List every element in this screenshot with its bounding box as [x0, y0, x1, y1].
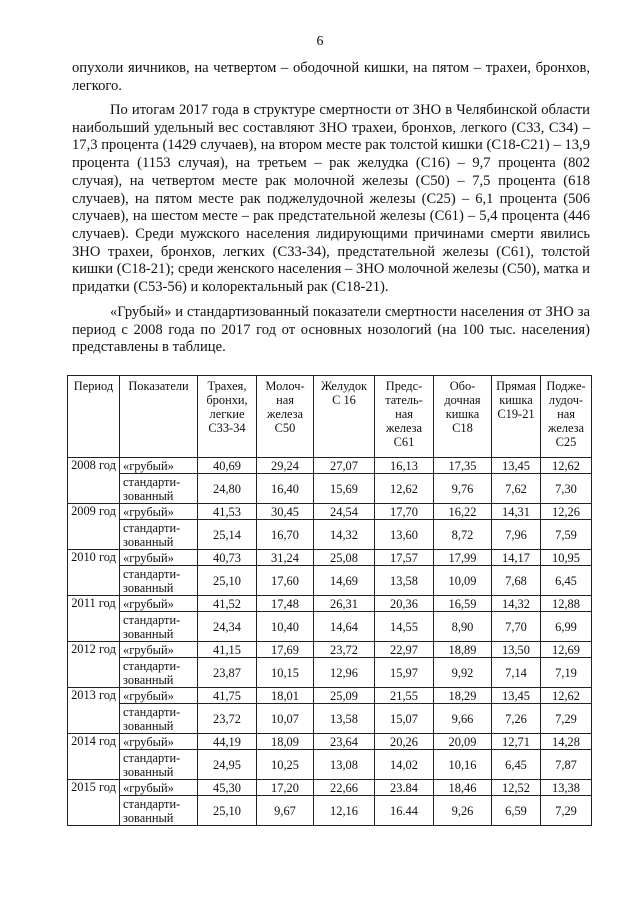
value-cell: 13,58 [375, 566, 434, 596]
value-cell: 12,26 [541, 504, 592, 520]
value-cell: 25,10 [198, 796, 257, 826]
indicator-label: стандарти- зованный [120, 566, 198, 596]
table-row [68, 750, 592, 780]
value-cell: 29,24 [257, 458, 314, 474]
value-cell: 17,69 [257, 642, 314, 658]
value-cell: 23.84 [375, 780, 434, 796]
indicator-label: стандарти- зованный [120, 750, 198, 780]
value-cell: 24,80 [198, 474, 257, 504]
value-cell: 7,30 [541, 474, 592, 504]
value-cell: 16,59 [434, 596, 492, 612]
indicator-label: стандарти- зованный [120, 704, 198, 734]
value-cell: 25,08 [314, 550, 375, 566]
value-cell: 23,64 [314, 734, 375, 750]
value-cell: 12,96 [314, 658, 375, 688]
value-cell: 45,30 [198, 780, 257, 796]
table-row [68, 474, 592, 504]
indicator-label: «грубый» [120, 688, 198, 704]
value-cell: 16,40 [257, 474, 314, 504]
header-c18: Обо- дочная кишка С18 [434, 376, 492, 458]
value-cell: 10,16 [434, 750, 492, 780]
value-cell: 17,57 [375, 550, 434, 566]
period-cell: 2012 год [68, 642, 120, 688]
value-cell: 17,60 [257, 566, 314, 596]
indicator-label: «грубый» [120, 780, 198, 796]
value-cell: 9,76 [434, 474, 492, 504]
value-cell: 40,73 [198, 550, 257, 566]
header-c61: Предс- татель- ная железа С61 [375, 376, 434, 458]
value-cell: 18,46 [434, 780, 492, 796]
value-cell: 14,55 [375, 612, 434, 642]
value-cell: 18,89 [434, 642, 492, 658]
indicator-label: стандарти- зованный [120, 796, 198, 826]
value-cell: 24,95 [198, 750, 257, 780]
value-cell: 24,34 [198, 612, 257, 642]
value-cell: 14,32 [314, 520, 375, 550]
table-header-row [68, 376, 592, 458]
table-row [68, 658, 592, 688]
value-cell: 12,88 [541, 596, 592, 612]
value-cell: 12,62 [541, 688, 592, 704]
value-cell: 25,10 [198, 566, 257, 596]
value-cell: 8,90 [434, 612, 492, 642]
header-c16: Желудок С 16 [314, 376, 375, 458]
table-row [68, 458, 592, 474]
table-row [68, 704, 592, 734]
value-cell: 10,09 [434, 566, 492, 596]
value-cell: 14,17 [492, 550, 541, 566]
indicator-label: «грубый» [120, 458, 198, 474]
period-cell: 2014 год [68, 734, 120, 780]
value-cell: 14,69 [314, 566, 375, 596]
value-cell: 7,26 [492, 704, 541, 734]
value-cell: 6,45 [492, 750, 541, 780]
value-cell: 13,38 [541, 780, 592, 796]
value-cell: 23,87 [198, 658, 257, 688]
table-row [68, 796, 592, 826]
value-cell: 10,40 [257, 612, 314, 642]
value-cell: 20,26 [375, 734, 434, 750]
value-cell: 20,09 [434, 734, 492, 750]
value-cell: 15,69 [314, 474, 375, 504]
value-cell: 15,07 [375, 704, 434, 734]
value-cell: 16,22 [434, 504, 492, 520]
value-cell: 41,53 [198, 504, 257, 520]
value-cell: 17,99 [434, 550, 492, 566]
value-cell: 17,35 [434, 458, 492, 474]
value-cell: 14,32 [492, 596, 541, 612]
value-cell: 24,54 [314, 504, 375, 520]
value-cell: 7,59 [541, 520, 592, 550]
table-row [68, 642, 592, 658]
value-cell: 7,96 [492, 520, 541, 550]
value-cell: 7,14 [492, 658, 541, 688]
header-c19-21: Прямая кишка С19-21 [492, 376, 541, 458]
indicator-label: «грубый» [120, 550, 198, 566]
value-cell: 6,59 [492, 796, 541, 826]
value-cell: 7,29 [541, 796, 592, 826]
value-cell: 12,62 [375, 474, 434, 504]
value-cell: 8,72 [434, 520, 492, 550]
value-cell: 9,26 [434, 796, 492, 826]
value-cell: 12,71 [492, 734, 541, 750]
value-cell: 10,25 [257, 750, 314, 780]
value-cell: 44,19 [198, 734, 257, 750]
value-cell: 16,70 [257, 520, 314, 550]
table-row [68, 520, 592, 550]
value-cell: 14,31 [492, 504, 541, 520]
value-cell: 13,60 [375, 520, 434, 550]
period-cell: 2010 год [68, 550, 120, 596]
period-cell: 2011 год [68, 596, 120, 642]
value-cell: 12,69 [541, 642, 592, 658]
paragraph-structure-2017: По итогам 2017 года в структуре смертности от ЗНО в Челябинской области наибольший удельный вес составляют ЗНО трахеи, бронхов, легкого (С33, С34) – 17,3 процента (1429 случаев), на втором месте рак толстой кишки (С18-С21) – 13,9 процента (1153 случая), на третьем – рак желудка (С16) – 9,7 процента (802 случая), на четвертом месте рак молочной железы (С50) – 7,5 процента (618 случаев), на пятом месте рак поджелудочной железы (С25) – 6,1 процента (506 случаев), на шестом месте – рак предстательной железы (С61) – 5,4 процента (446 случаев). Среди мужского населения лидирующими причинами смерти явились ЗНО трахеи, бронхов, легких (С33-34), предстательной железы (С61), толстой кишки (С18-21); среди женского населения – ЗНО молочной железы (С50), матка и придатки (С53-56) и колоректальный рак (С18-21). [72, 102, 590, 296]
value-cell: 9,92 [434, 658, 492, 688]
value-cell: 22,97 [375, 642, 434, 658]
value-cell: 14,64 [314, 612, 375, 642]
header-indicators: Показатели [120, 376, 198, 458]
value-cell: 7,70 [492, 612, 541, 642]
value-cell: 22,66 [314, 780, 375, 796]
value-cell: 7,68 [492, 566, 541, 596]
period-cell: 2008 год [68, 458, 120, 504]
value-cell: 17,70 [375, 504, 434, 520]
table-row [68, 504, 592, 520]
indicator-label: «грубый» [120, 596, 198, 612]
period-cell: 2009 год [68, 504, 120, 550]
value-cell: 6,45 [541, 566, 592, 596]
value-cell: 30,45 [257, 504, 314, 520]
value-cell: 12,62 [541, 458, 592, 474]
header-c50: Молоч- ная железа С50 [257, 376, 314, 458]
value-cell: 10,07 [257, 704, 314, 734]
header-period: Период [68, 376, 120, 458]
value-cell: 14,28 [541, 734, 592, 750]
period-cell: 2013 год [68, 688, 120, 734]
table-row [68, 688, 592, 704]
table-row [68, 550, 592, 566]
value-cell: 16,13 [375, 458, 434, 474]
indicator-label: стандарти- зованный [120, 474, 198, 504]
value-cell: 13,08 [314, 750, 375, 780]
value-cell: 25,14 [198, 520, 257, 550]
value-cell: 13,45 [492, 688, 541, 704]
value-cell: 18,29 [434, 688, 492, 704]
page-number: 6 [316, 34, 324, 49]
value-cell: 13,50 [492, 642, 541, 658]
value-cell: 31,24 [257, 550, 314, 566]
value-cell: 16.44 [375, 796, 434, 826]
table-row [68, 566, 592, 596]
value-cell: 27,07 [314, 458, 375, 474]
value-cell: 21,55 [375, 688, 434, 704]
paragraph-intro: опухоли яичников, на четвертом – ободочной кишки, на пятом – трахеи, бронхов, легкого. [72, 60, 590, 94]
value-cell: 41,52 [198, 596, 257, 612]
value-cell: 6,99 [541, 612, 592, 642]
value-cell: 17,20 [257, 780, 314, 796]
value-cell: 14,02 [375, 750, 434, 780]
indicator-label: «грубый» [120, 642, 198, 658]
table-row [68, 734, 592, 750]
indicator-label: «грубый» [120, 734, 198, 750]
value-cell: 18,01 [257, 688, 314, 704]
header-c33-34: Трахея, бронхи, легкие С33-34 [198, 376, 257, 458]
indicator-label: стандарти- зованный [120, 658, 198, 688]
value-cell: 20,36 [375, 596, 434, 612]
value-cell: 12,16 [314, 796, 375, 826]
indicator-label: стандарти- зованный [120, 612, 198, 642]
mortality-table [67, 375, 592, 826]
value-cell: 7,29 [541, 704, 592, 734]
value-cell: 9,66 [434, 704, 492, 734]
table-row [68, 780, 592, 796]
value-cell: 41,15 [198, 642, 257, 658]
value-cell: 13,45 [492, 458, 541, 474]
value-cell: 23,72 [198, 704, 257, 734]
value-cell: 7,19 [541, 658, 592, 688]
value-cell: 7,87 [541, 750, 592, 780]
table-body [68, 458, 592, 826]
value-cell: 12,52 [492, 780, 541, 796]
indicator-label: стандарти- зованный [120, 520, 198, 550]
value-cell: 10,95 [541, 550, 592, 566]
value-cell: 15,97 [375, 658, 434, 688]
paragraph-table-intro: «Грубый» и стандартизованный показатели смертности населения от ЗНО за период с 2008 года по 2017 год от основных нозологий (на 100 тыс. населения) представлены в таблице. [72, 304, 590, 356]
header-c25: Поджe- лудоч- ная железа С25 [541, 376, 592, 458]
value-cell: 18,09 [257, 734, 314, 750]
value-cell: 17,48 [257, 596, 314, 612]
table-row [68, 612, 592, 642]
value-cell: 40,69 [198, 458, 257, 474]
period-cell: 2015 год [68, 780, 120, 826]
value-cell: 9,67 [257, 796, 314, 826]
value-cell: 41,75 [198, 688, 257, 704]
table-row [68, 596, 592, 612]
value-cell: 13,58 [314, 704, 375, 734]
indicator-label: «грубый» [120, 504, 198, 520]
value-cell: 25,09 [314, 688, 375, 704]
value-cell: 7,62 [492, 474, 541, 504]
value-cell: 26,31 [314, 596, 375, 612]
value-cell: 10,15 [257, 658, 314, 688]
value-cell: 23,72 [314, 642, 375, 658]
